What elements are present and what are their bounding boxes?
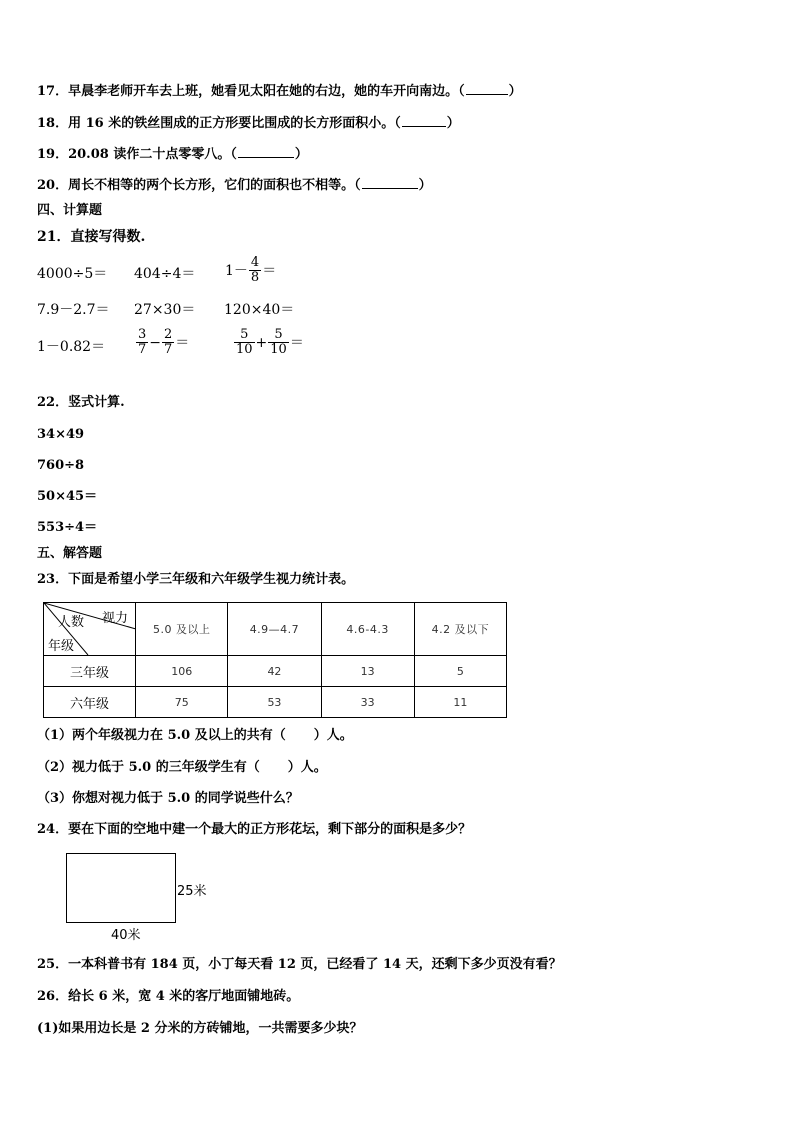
question-19: 19．20.08 读作二十点零零八。（ ）: [37, 147, 308, 162]
fraction: $\frac{5}{10}$: [236, 327, 253, 357]
question-23-sub3: （3）你想对视力低于 5.0 的同学说些什么？: [37, 791, 299, 806]
section-heading-4: 四、计算题: [37, 203, 103, 218]
calc-r3c3: $\frac{5}{10}$ + $\frac{5}{10}$ ＝: [236, 327, 304, 357]
table-cell: 42: [228, 656, 321, 687]
calc-r1c1: 4000÷5＝: [37, 266, 108, 282]
answer-blank[interactable]: [402, 115, 446, 127]
height-label: 25米: [177, 884, 207, 899]
column-header: 4.9—4.7: [228, 603, 321, 656]
table-cell: 75: [136, 687, 228, 718]
corner-label-grade: 年级: [48, 639, 75, 654]
fraction: $\frac{5}{10}$: [270, 327, 287, 357]
calc-r2c1: 7.9－2.7＝: [37, 302, 110, 318]
question-23-sub1: （1）两个年级视力在 5.0 及以上的共有（ ）人。: [37, 728, 353, 743]
fraction: $\frac{4}{8}$: [250, 255, 260, 285]
calc-r1c2: 404÷4＝: [134, 266, 196, 282]
calc-r3c2: $\frac{3}{7}$ − $\frac{2}{7}$ ＝: [138, 327, 190, 357]
question-26: 26．给长 6 米，宽 4 米的客厅地面铺地砖。: [37, 989, 300, 1004]
question-23-title: 23．下面是希望小学三年级和六年级学生视力统计表。: [37, 572, 355, 587]
corner-header-cell: [44, 603, 136, 656]
question-22-title: 22．竖式计算.: [37, 395, 125, 410]
question-25: 25．一本科普书有 184 页，小丁每天看 12 页，已经看了 14 天，还剩下多少页没有看？: [37, 957, 562, 972]
calc-r2c3: 120×40＝: [224, 302, 295, 318]
answer-blank[interactable]: [362, 177, 418, 189]
table-row: [44, 687, 507, 718]
vertical-calc-item: 34×49: [37, 427, 85, 442]
column-header: 4.2 及以下: [414, 603, 506, 656]
question-23-sub2: （2）视力低于 5.0 的三年级学生有（ ）人。: [37, 760, 327, 775]
rectangle-figure: [66, 853, 176, 923]
column-header: 4.6-4.3: [321, 603, 414, 656]
fraction: $\frac{2}{7}$: [164, 327, 173, 357]
question-26-sub1: (1)如果用边长是 2 分米的方砖铺地，一共需要多少块？: [37, 1021, 363, 1036]
vertical-calc-item: 50×45＝: [37, 489, 98, 504]
answer-blank[interactable]: [466, 83, 508, 95]
table-header-row: [44, 603, 507, 656]
table-cell: 106: [136, 656, 228, 687]
table-cell: 11: [414, 687, 506, 718]
question-18: 18．用 16 米的铁丝围成的正方形要比围成的长方形面积小。（ ）: [37, 116, 460, 131]
row-header: 六年级: [44, 687, 136, 718]
table-cell: 13: [321, 656, 414, 687]
question-20: 20．周长不相等的两个长方形，它们的面积也不相等。（ ）: [37, 178, 432, 193]
table-cell: 5: [414, 656, 506, 687]
question-21-title: 21．直接写得数.: [37, 229, 146, 245]
question-17: 17．早晨李老师开车去上班，她看见太阳在她的右边，她的车开向南边。（ ）: [37, 84, 522, 99]
answer-blank[interactable]: [238, 146, 294, 158]
vision-stats-table: [43, 602, 507, 718]
vertical-calc-item: 553÷4＝: [37, 520, 98, 535]
question-24-title: 24．要在下面的空地中建一个最大的正方形花坛，剩下部分的面积是多少？: [37, 822, 472, 837]
corner-label-count: 人数: [58, 615, 85, 630]
calc-r3c1: 1－0.82＝: [37, 339, 106, 355]
column-header: 5.0 及以上: [136, 603, 228, 656]
table-cell: 33: [321, 687, 414, 718]
table-row: [44, 656, 507, 687]
width-label: 40米: [111, 928, 141, 943]
fraction: $\frac{3}{7}$: [138, 327, 147, 357]
corner-label-vision: 视力: [102, 611, 129, 626]
table-cell: 53: [228, 687, 321, 718]
vertical-calc-item: 760÷8: [37, 458, 85, 473]
section-heading-5: 五、解答题: [37, 546, 103, 561]
calc-r2c2: 27×30＝: [134, 302, 196, 318]
calc-r1c3: 1－ $\frac{4}{8}$ ＝: [225, 255, 277, 285]
row-header: 三年级: [44, 656, 136, 687]
